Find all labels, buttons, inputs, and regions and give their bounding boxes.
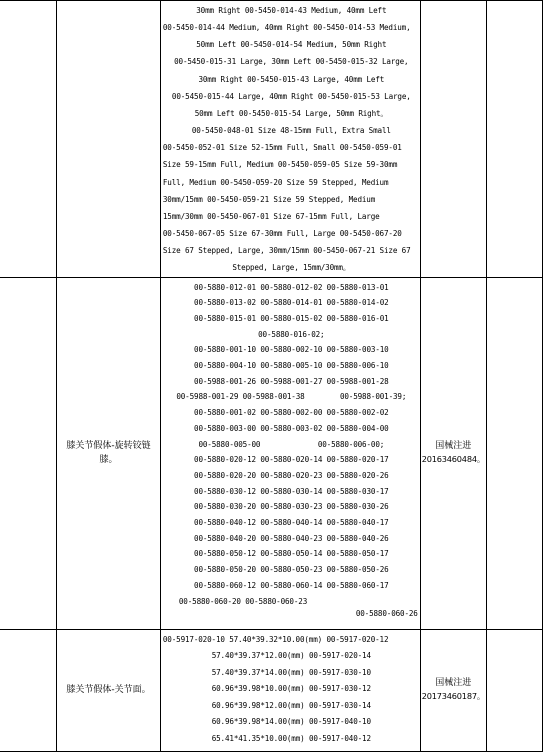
spec-line: 00-5450-067-05 Size 67-30mm Full, Large 00-5450-067-20 [162,229,402,239]
spec-line: 00-5880-040-20 00-5880-040-23 00-5880-040-26 [194,533,389,543]
product-name: 膝关节假体-关节面。 [66,685,151,695]
product-name-cell [57,1,161,278]
registration-prefix: 国械注进 [435,441,472,451]
spec-line: 50mm Left 00-5450-014-54 Medium, 50mm Right [196,40,387,50]
spec-line: 00-5880-060-26 [355,609,418,619]
product-name-cell [57,629,161,751]
spec-line: 00-5880-003-00 00-5880-003-02 00-5880-004-00 [194,423,389,433]
spec-line: 00-5880-030-20 00-5880-030-23 00-5880-030-26 [194,502,389,512]
extra-cell [486,277,542,629]
spec-cell [160,1,420,278]
spec-line: 00-5880-050-20 00-5880-050-23 00-5880-050-26 [194,565,389,575]
spec-line: 00-5450-015-31 Large, 30mm Left 00-5450-015-32 Large, [174,57,409,67]
spec-line: 00-5450-052-01 Size 52-15mm Full, Small 00-5450-059-01 [162,143,402,153]
spec-line: 57.40*39.37*12.00(mm) 00-5917-020-14 [211,651,371,661]
spec-line: 50mm Left 00-5450-015-54 Large, 50mm Right。 [194,108,388,118]
spec-line: 00-5880-020-20 00-5880-020-23 00-5880-020-26 [194,470,389,480]
spec-line: 60.96*39.98*12.00(mm) 00-5917-030-14 [211,700,371,710]
row-margin-cell [0,1,57,278]
registration-cell [420,277,486,629]
spec-line: 57.40*39.37*14.00(mm) 00-5917-030-10 [211,667,371,677]
spec-line: 00-5880-016-02; [258,329,325,339]
table-row [0,277,543,629]
row-margin-cell [0,629,57,751]
row-margin-cell [0,277,57,629]
extra-cell [486,629,542,751]
spec-line: 30mm/15mm 00-5450-059-21 Size 59 Stepped, Medium [162,194,376,204]
spec-line: 00-5880-005-00 00-5880-006-00; [198,439,385,449]
spec-line: 00-5880-004-10 00-5880-005-10 00-5880-006-10 [194,361,389,371]
registration-number [421,677,486,703]
spec-line: 30mm Right 00-5450-015-43 Large, 40mm Left [198,74,385,84]
spec-line: 00-5988-001-29 00-5988-001-38 00-5988-001-39; [176,392,407,402]
spec-cell [160,629,420,751]
registration-code: 20173460187。 [421,691,485,701]
spec-line: 00-5880-060-12 00-5880-060-14 00-5880-060-17 [194,580,389,590]
spec-line: 00-5450-015-44 Large, 40mm Right 00-5450-015-53 Large, [171,91,411,101]
spec-line: 00-5880-001-02 00-5880-002-00 00-5880-002-02 [194,408,389,418]
spec-line: 00-5880-012-01 00-5880-012-02 00-5880-013-01 [194,282,389,292]
extra-cell [486,1,542,278]
spec-list [161,630,420,748]
spec-line: 00-5988-001-26 00-5988-001-27 00-5988-001-28 [194,376,389,386]
spec-line: 00-5450-014-44 Medium, 40mm Right 00-5450-014-53 Medium, [162,23,411,33]
spec-cell [160,277,420,629]
spec-line: 15mm/30mm 00-5450-067-01 Size 67-15mm Full, Large [162,211,380,221]
registration-cell [420,629,486,751]
spec-list [161,278,420,619]
spec-line: 00-5917-020-10 57.40*39.32*10.00(mm) 00-5917-020-12 [162,634,389,644]
product-name-cell [57,277,161,629]
spec-line: 60.96*39.98*14.00(mm) 00-5917-040-10 [211,717,371,727]
spec-line: 00-5880-013-02 00-5880-014-01 00-5880-014-02 [194,298,389,308]
spec-line: 65.41*41.35*10.00(mm) 00-5917-040-12 [211,734,371,744]
spec-line: 00-5880-015-01 00-5880-015-02 00-5880-016-01 [194,313,389,323]
registration-number [421,440,486,466]
spec-list [161,1,420,277]
registration-code: 20163460484。 [421,454,485,464]
spec-line: Size 59-15mm Full, Medium 00-5450-059-05 Size 59-30mm [162,160,398,170]
spec-line: 00-5880-050-12 00-5880-050-14 00-5880-050-17 [194,549,389,559]
spec-line: 00-5880-001-10 00-5880-002-10 00-5880-003-10 [194,345,389,355]
spec-line: Stepped, Large, 15mm/30mm。 [232,263,351,273]
spec-line: 00-5880-020-12 00-5880-020-14 00-5880-020-17 [194,455,389,465]
table-row [0,629,543,751]
spec-line: 00-5450-048-01 Size 48-15mm Full, Extra Small [191,126,391,136]
table-row [0,1,543,278]
spec-line: Full, Medium 00-5450-059-20 Size 59 Stepped, Medium [162,177,389,187]
spec-line: 00-5880-040-12 00-5880-040-14 00-5880-040-17 [194,518,389,528]
spec-line: 30mm Right 00-5450-014-43 Medium, 40mm Left [196,6,387,15]
spec-line: 00-5880-030-12 00-5880-030-14 00-5880-030-17 [194,486,389,496]
registration-prefix: 国械注进 [435,678,472,688]
spec-line: 60.96*39.98*10.00(mm) 00-5917-030-12 [211,684,371,694]
product-name: 膝关节假体-旋转铰链膝。 [66,441,151,465]
spec-line: Size 67 Stepped, Large, 30mm/15mm 00-5450-067-21 Size 67 [162,246,411,256]
registration-cell [420,1,486,278]
spec-line: 00-5880-060-20 00-5880-060-23 [178,596,308,606]
